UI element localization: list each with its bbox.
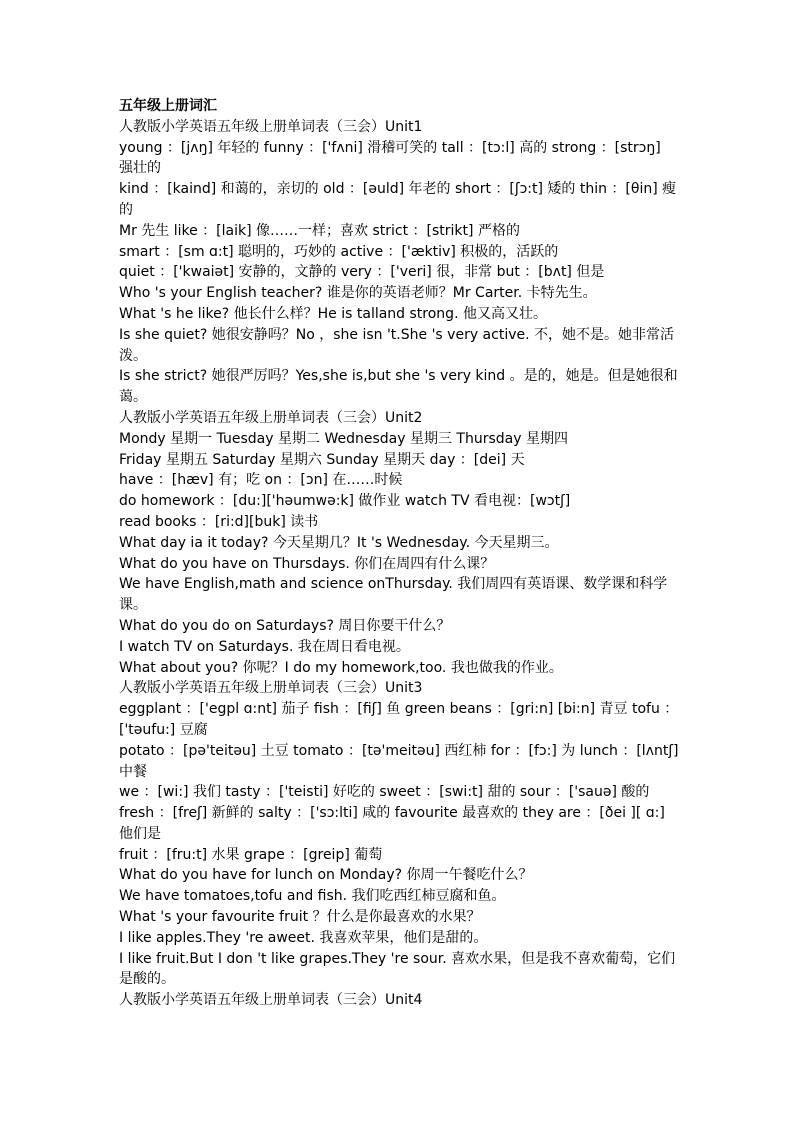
vocab-line: Mondy 星期一 Tuesday 星期二 Wednesday 星期三 Thursday 星期四 xyxy=(119,430,568,447)
sentence-line: What do you have for lunch on Monday? 你周一午餐吃什么？ xyxy=(119,867,533,884)
unit2-heading: 人教版小学英语五年级上册单词表（三会）Unit2 xyxy=(119,409,423,426)
sentence-line: Is she quiet? 她很安静吗？No ，she isn 't.She 's very active. 不，她不是。她非常活泼。 xyxy=(119,326,675,364)
sentence-line: Who 's your English teacher? 谁是你的英语老师？Mr Carter. 卡特先生。 xyxy=(119,285,597,302)
vocab-line: Mr 先生 like ：[laik] 像……一样；喜欢 strict ：[strikt] 严格的 xyxy=(119,222,520,239)
sentence-line: What do you have on Thursdays. 你们在周四有什么课？ xyxy=(119,555,495,572)
unit1-heading: 人教版小学英语五年级上册单词表（三会）Unit1 xyxy=(119,118,423,135)
vocab-line: we ：[wi:] 我们 tasty ：['teisti] 好吃的 sweet ：[swi:t] 甜的 sour ：['sauə] 酸的 xyxy=(119,784,650,801)
vocab-line: young ：[jʌŋ] 年轻的 funny ：['fʌni] 滑稽可笑的 tall ：[tɔ:l] 高的 strong ：[strɔŋ] 强壮的 xyxy=(119,139,661,177)
sentence-line: I like fruit.But I don 't like grapes.They 're sour. 喜欢水果，但是我不喜欢葡萄，它们是酸的。 xyxy=(119,950,676,988)
unit3-heading: 人教版小学英语五年级上册单词表（三会）Unit3 xyxy=(119,680,423,697)
sentence-line: Is she strict? 她很严厉吗？Yes,she is,but she 's very kind 。是的，她是。但是她很和蔼。 xyxy=(119,368,678,406)
document-title: 五年级上册词汇 xyxy=(119,98,217,114)
sentence-line: We have English,math and science onThursday. 我们周四有英语课、数学课和科学课。 xyxy=(119,576,668,614)
vocab-line: have ：[hæv] 有；吃 on ：[ɔn] 在……时候 xyxy=(119,472,403,489)
vocab-line: quiet ：['kwaiət] 安静的，文静的 very ：['veri] 很，非常 but ：[bʌt] 但是 xyxy=(119,264,605,281)
unit4-heading: 人教版小学英语五年级上册单词表（三会）Unit4 xyxy=(119,992,423,1009)
sentence-line: What do you do on Saturdays? 周日你要干什么？ xyxy=(119,617,451,634)
sentence-line: What about you? 你呢？I do my homework,too. 我也做我的作业。 xyxy=(119,659,563,676)
sentence-line: What 's he like? 他长什么样？He is talland strong. 他又高又壮。 xyxy=(119,305,547,322)
vocab-line: fruit ：[fru:t] 水果 grape ：[greip] 葡萄 xyxy=(119,846,383,863)
vocab-line: Friday 星期五 Saturday 星期六 Sunday 星期天 day ：[dei] 天 xyxy=(119,451,525,468)
vocab-line: do homework ：[du:]['həumwə:k] 做作业 watch TV 看电视：[wɔtʃ] xyxy=(119,493,571,510)
sentence-line: What 's your favourite fruit ？什么是你最喜欢的水果？ xyxy=(119,909,481,926)
sentence-line: We have tomatoes,tofu and fish. 我们吃西红柿豆腐和鱼。 xyxy=(119,888,506,905)
sentence-line: I watch TV on Saturdays. 我在周日看电视。 xyxy=(119,638,410,655)
vocab-line: read books ：[ri:d][buk] 读书 xyxy=(119,513,319,530)
vocab-line: potato ：[pə'teitəu] 土豆 tomato ：[tə'meitəu] 西红柿 for ：[fɔ:] 为 lunch ：[lʌntʃ] 中餐 xyxy=(119,742,679,780)
sentence-line: I like apples.They 're aweet. 我喜欢苹果，他们是甜的。 xyxy=(119,929,488,946)
document-page xyxy=(119,96,679,1011)
vocab-line: smart ：[sm ɑ:t] 聪明的，巧妙的 active ：['æktiv] 积极的，活跃的 xyxy=(119,243,559,260)
sentence-line: What day ia it today? 今天星期几？It 's Wednesday. 今天星期三。 xyxy=(119,534,559,551)
vocab-line: eggplant ：['egpl ɑ:nt] 茄子 fish ：[fiʃ] 鱼 green beans ：[gri:n] [bi:n] 青豆 tofu ：['təufu:] 豆腐 xyxy=(119,701,679,738)
vocab-line: fresh ：[freʃ] 新鲜的 salty ：['sɔ:lti] 咸的 favourite 最喜欢的 they are ：[ðei ][ ɑ:] 他们是 xyxy=(119,805,665,842)
vocab-line: kind ：[kaind] 和蔼的，亲切的 old ：[əuld] 年老的 short ：[ʃɔ:t] 矮的 thin ：[θin] 瘦的 xyxy=(119,181,677,218)
